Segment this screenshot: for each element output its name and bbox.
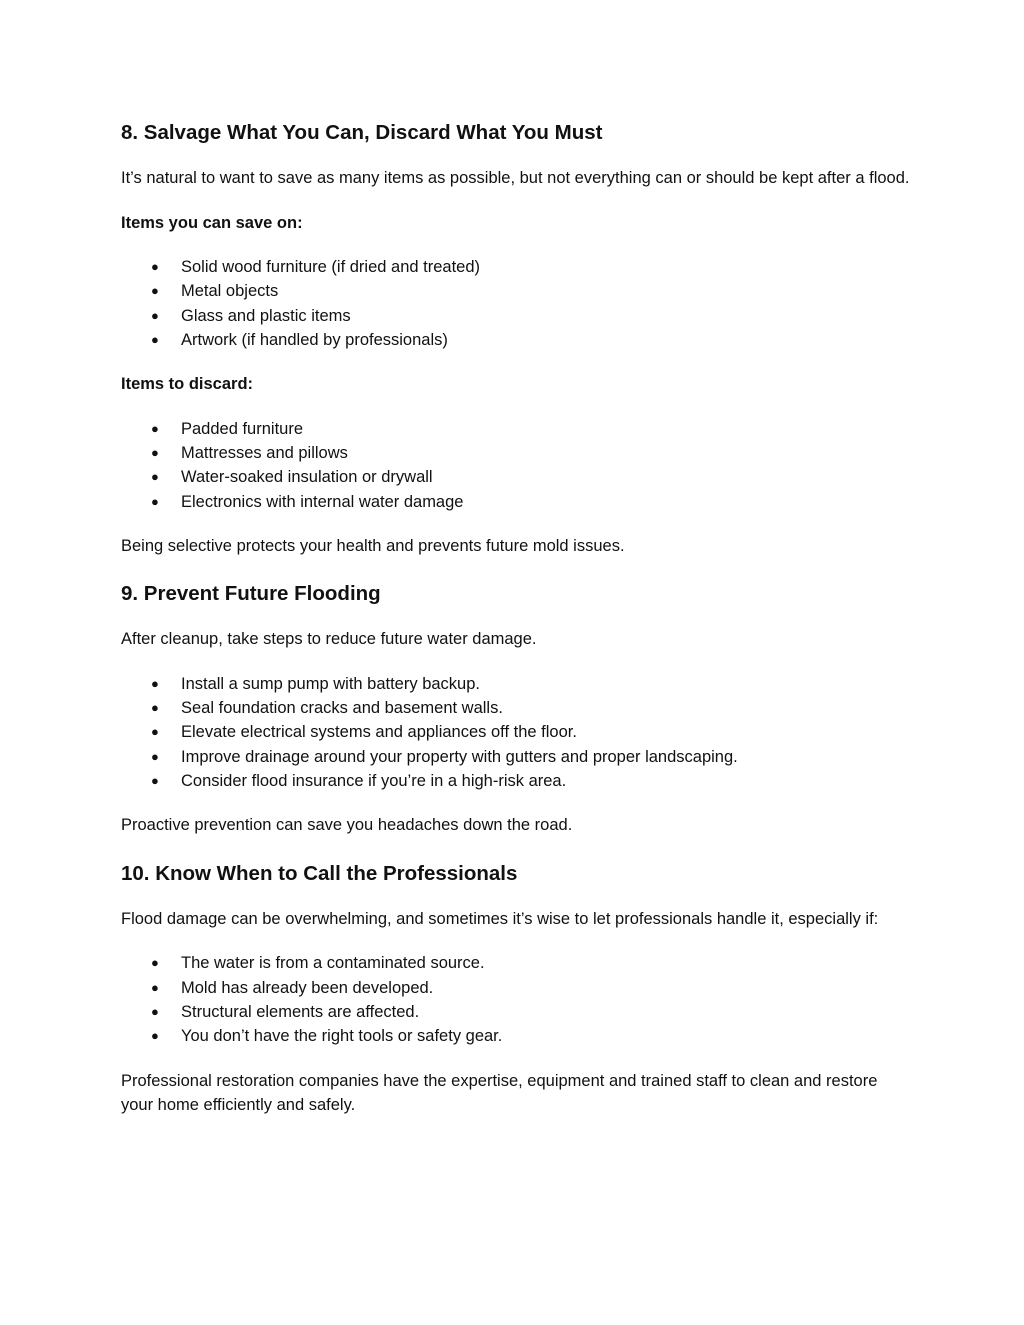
- bullet-icon: ●: [151, 1028, 159, 1044]
- section-intro: Flood damage can be overwhelming, and sometimes it’s wise to let professionals handle it, especially if:: [121, 909, 879, 928]
- list-item: ● Glass and plastic items: [121, 304, 911, 328]
- list-item: ● The water is from a contaminated source.: [121, 951, 911, 975]
- list-item: ● Mattresses and pillows: [121, 441, 911, 465]
- list-item: ● Electronics with internal water damage: [121, 490, 911, 514]
- bullet-icon: ●: [151, 331, 159, 347]
- section-heading: 9. Prevent Future Flooding: [121, 582, 381, 606]
- list-item: ● Artwork (if handled by professionals): [121, 328, 911, 352]
- list-item: ● Seal foundation cracks and basement walls.: [121, 696, 911, 720]
- save-items-label: Items you can save on:: [121, 213, 303, 232]
- list-item: ● Solid wood furniture (if dried and treated): [121, 255, 911, 279]
- bullet-icon: ●: [151, 283, 159, 299]
- list-item: ● Consider flood insurance if you’re in a high-risk area.: [121, 769, 911, 793]
- section-intro: After cleanup, take steps to reduce future water damage.: [121, 630, 537, 649]
- section-intro: It’s natural to want to save as many items as possible, but not everything can or should be kept after a flood.: [121, 169, 910, 187]
- bullet-icon: ●: [151, 307, 159, 323]
- bullet-icon: ●: [151, 420, 159, 436]
- bullet-icon: ●: [151, 469, 159, 485]
- list-item: ● Elevate electrical systems and appliances off the floor.: [121, 720, 911, 744]
- bullet-icon: ●: [151, 724, 159, 740]
- list-item: ● Water-soaked insulation or drywall: [121, 465, 911, 489]
- list-item: ● Padded furniture: [121, 417, 911, 441]
- professional-reasons-list: [121, 951, 911, 1048]
- bullet-icon: ●: [151, 955, 159, 971]
- bullet-icon: ●: [151, 259, 159, 274]
- section-outro: Being selective protects your health and prevents future mold issues.: [121, 536, 625, 555]
- discard-items-list: [121, 417, 911, 514]
- discard-items-label: Items to discard:: [121, 375, 254, 394]
- list-item: ● Mold has already been developed.: [121, 976, 911, 1000]
- save-items-list: [121, 255, 911, 352]
- section-prevent-flooding: [121, 580, 911, 837]
- section-salvage: [121, 119, 911, 558]
- bullet-icon: ●: [151, 979, 159, 995]
- section-call-professionals: [121, 860, 911, 1118]
- list-item: ● Improve drainage around your property with gutters and proper landscaping.: [121, 745, 911, 769]
- list-item: ● You don’t have the right tools or safety gear.: [121, 1024, 911, 1048]
- prevention-list: [121, 672, 911, 793]
- section-heading: 8. Salvage What You Can, Discard What You Must: [121, 121, 603, 144]
- section-outro: Proactive prevention can save you headaches down the road.: [121, 816, 573, 835]
- list-item: ● Structural elements are affected.: [121, 1000, 911, 1024]
- list-item: ● Metal objects: [121, 279, 911, 303]
- section-outro: Professional restoration companies have the expertise, equipment and trained staff to clean and restore your home efficiently and safely.: [121, 1071, 878, 1115]
- bullet-icon: ●: [151, 700, 159, 716]
- section-heading: 10. Know When to Call the Professionals: [121, 861, 518, 885]
- bullet-icon: ●: [151, 675, 159, 691]
- bullet-icon: ●: [151, 493, 159, 509]
- list-item: ● Install a sump pump with battery backup.: [121, 672, 911, 696]
- bullet-icon: ●: [151, 1003, 159, 1019]
- bullet-icon: ●: [151, 444, 159, 460]
- bullet-icon: ●: [151, 748, 159, 764]
- bullet-icon: ●: [151, 773, 159, 789]
- document-page: [121, 119, 911, 1118]
